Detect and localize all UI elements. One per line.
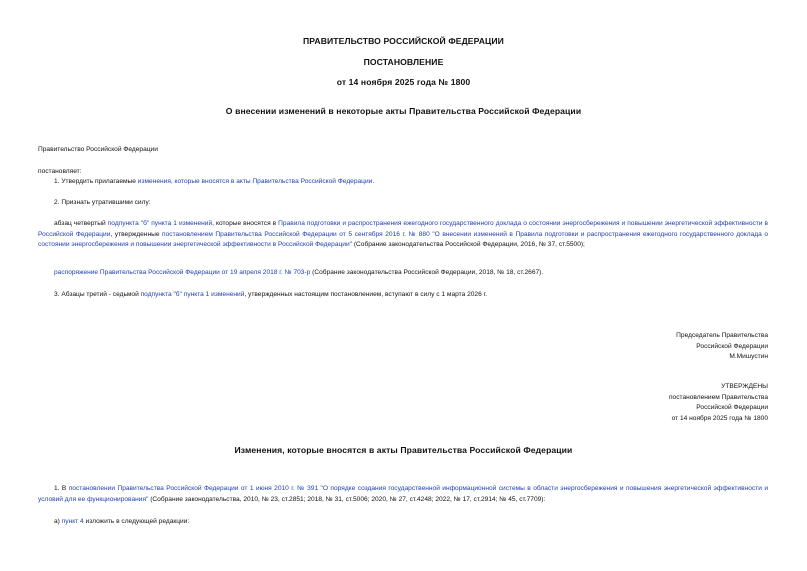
- signature-org: Российской Федерации: [696, 342, 768, 350]
- p2a-mid1: , которые вносятся в: [212, 220, 279, 227]
- approval-block: [560, 382, 768, 425]
- p2a-end: (Собрание законодательства Российской Федерации, 2016, № 37, ст.5500);: [352, 241, 585, 249]
- date-number: от 14 ноября 2025 года № 1800: [336, 77, 471, 87]
- link-order-703[interactable]: распоряжение Правительства Российской Федерации от 19 апреля 2018 г. № 703-р: [54, 269, 311, 276]
- p3-end: , утвержденных настоящим постановлением, вступают в силу с 1 марта 2026 г.: [244, 291, 488, 298]
- preamble: Правительство Российской Федерации: [38, 146, 158, 153]
- link-decree-880[interactable]: постановлением Правительства Российской Федерации от 5 сентября 2016 г. № 880 "О внесении изменений в Правила подготовки и распространения ежегодного государственного доклада о состоянии энергосбережения и повышении энергетической эффективности в Российской Федерации": [38, 230, 768, 249]
- link-decree-391[interactable]: постановлении Правительства Российской Федерации от 1 июня 2010 г. № 391 "О порядке создания государственной информационной системы в области энергосбережения и повышения энергетической эффективности и условий для ее функционирования": [38, 485, 769, 503]
- paragraph-3: [54, 290, 770, 301]
- doc-type-heading: ПОСТАНОВЛЕНИЕ: [363, 57, 444, 67]
- paragraph-2a: [38, 219, 768, 251]
- p3-text: 3. Абзацы третий - седьмой: [54, 291, 141, 298]
- approved-date: от 14 ноября 2025 года № 1800: [671, 415, 768, 423]
- signature-title: Председатель Правительства: [676, 332, 768, 339]
- c1a-text: а): [54, 518, 62, 525]
- link-rules[interactable]: Правила подготовки и распространения ежегодного государственного доклада о состоянии энергосбережения и повышении энергетической эффективности в Российской Федерации: [38, 220, 768, 238]
- p1-text: 1. Утвердить прилагаемые: [54, 178, 138, 185]
- c1-text: 1. В: [54, 485, 69, 492]
- change-1a: [54, 517, 770, 528]
- c1-end: (Собрание законодательства, 2010, № 23, ст.2851; 2018, № 31, ст.5006; 2020, № 27, ст.4248; 2022, № 17, ст.2914; № 45, ст.7709):: [148, 495, 546, 503]
- approved-by: постановлением Правительства: [668, 393, 768, 401]
- p2a-text: абзац четвертый: [54, 220, 108, 227]
- decides-word: постановляет:: [38, 168, 82, 175]
- link-subparagraph-b-2[interactable]: подпункта "б" пункта 1 изменений: [140, 291, 245, 298]
- signature-name: М.Мишустин: [729, 353, 768, 361]
- link-changes[interactable]: изменения, которые вносятся в акты Правительства Российской Федерации: [137, 178, 373, 185]
- paragraph-2b: [54, 268, 770, 279]
- changes-title: Изменения, которые вносятся в акты Правительства Российской Федерации: [234, 445, 573, 455]
- link-point-4[interactable]: пункт 4: [61, 518, 84, 525]
- paragraph-2: 2. Признать утратившими силу:: [54, 199, 151, 206]
- change-1: [38, 484, 768, 505]
- link-subparagraph-b[interactable]: подпункта "б" пункта 1 изменений: [107, 220, 213, 227]
- p2a-mid2: , утвержденные: [110, 230, 163, 238]
- p2b-end: (Собрание законодательства Российской Федерации, 2018, № 18, ст.2667).: [310, 269, 544, 276]
- p1-end: .: [372, 178, 375, 185]
- c1a-end: изложить в следующей редакции:: [83, 518, 190, 525]
- paragraph-1: [54, 177, 770, 188]
- org-heading: ПРАВИТЕЛЬСТВО РОССИЙСКОЙ ФЕДЕРАЦИИ: [303, 36, 504, 46]
- signature-block: [560, 331, 768, 363]
- document-title: О внесении изменений в некоторые акты Правительства Российской Федерации: [225, 106, 582, 116]
- approved-org: Российской Федерации: [696, 404, 768, 412]
- approved-word: УТВЕРЖДЕНЫ: [721, 383, 768, 390]
